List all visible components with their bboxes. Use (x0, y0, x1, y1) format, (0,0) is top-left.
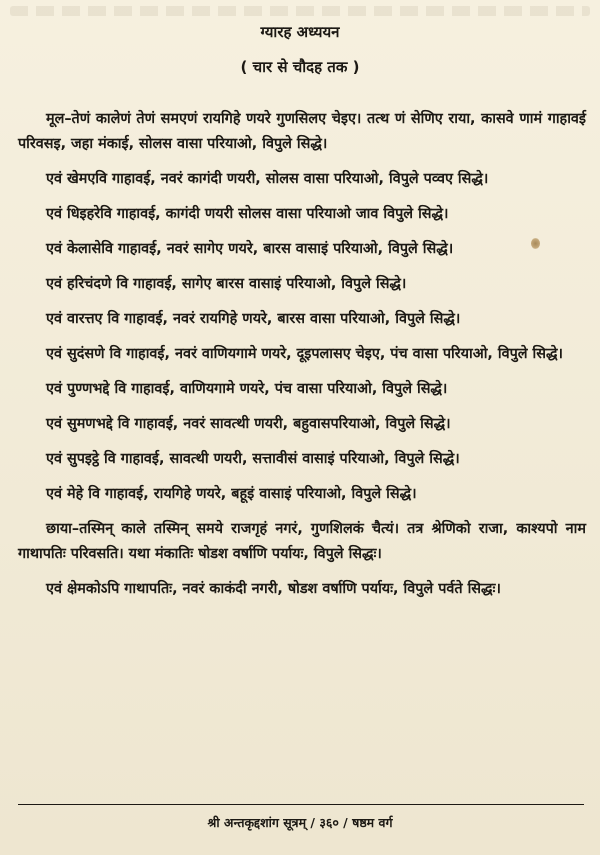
paragraph-kshemako: एवं क्षेमकोऽपि गाथापतिः, नवरं काकंदी नगरी, षोडश वर्षाणि पर्यायः, विपुले पर्वते सिद्धः। (46, 581, 501, 597)
body-text (18, 107, 586, 612)
paragraph-varattae: एवं वारत्तए वि गाहावई, नवरं रायगिहे णयरे, बारस वासा परियाओ, विपुले सिद्धे। (46, 311, 461, 327)
paragraph-sumanabhadde: एवं सुमणभद्दे वि गाहावई, नवरं सावत्थी णयरी, बहुवासपरियाओ, विपुले सिद्धे। (46, 416, 451, 432)
paragraph-chhaya: छाया–तस्मिन् काले तस्मिन् समये राजगृहं नगरं, गुणशिलकं चैत्यं। तत्र श्रेणिको राजा, काश्यपो नाम गाथापतिः परिवसति। यथा मंकातिः षोडश वर्षाणि पर्यायः, विपुले सिद्धः। (18, 521, 586, 562)
paragraph-dhiihare: एवं धिइहरेवि गाहावई, कागंदी णयरी सोलस वासा परियाओ जाव विपुले सिद्धे। (46, 206, 449, 222)
paragraph-supaitthe: एवं सुपइट्ठे वि गाहावई, सावत्थी णयरी, सत्तावीसं वासाइं परियाओ, विपुले सिद्धे। (46, 451, 460, 467)
footer-rule (18, 804, 584, 805)
paragraph-mehe: एवं मेहे वि गाहावई, रायगिहे णयरे, बहूइं वासाइं परियाओ, विपुले सिद्धे। (46, 486, 417, 502)
show-through-text (10, 6, 590, 16)
paragraph-khemae: एवं खेमएवि गाहावई, नवरं कागंदी णयरी, सोलस वासा परियाओ, विपुले पव्वए सिद्धे। (46, 171, 489, 187)
paragraph-kelase: एवं केलासेवि गाहावई, नवरं सागेए णयरे, बारस वासाइं परियाओ, विपुले सिद्धे। (46, 241, 454, 257)
chapter-title: ग्यारह अध्ययन (260, 23, 340, 41)
paper-stain (531, 238, 540, 249)
paragraph-mool: मूल–तेणं कालेणं तेणं समएणं रायगिहे णयरे गुणसिलए चेइए। तत्थ णं सेणिए राया, कासवे णामं गाहावई परिवसइ, जहा मंकाई, सोलस वासा परियाओ, विपुले सिद्धे। (18, 111, 586, 152)
paragraph-sudansane: एवं सुदंसणे वि गाहावई, नवरं वाणियगामे णयरे, दूइपलासए चेइए, पंच वासा परियाओ, विपुले सिद्धे। (46, 346, 563, 362)
paragraph-punnabhadde: एवं पुण्णभद्दे वि गाहावई, वाणियगामे णयरे, पंच वासा परियाओ, विपुले सिद्धे। (46, 381, 448, 397)
chapter-subtitle: ( चार से चौदह तक ) (240, 58, 360, 76)
page-footer: श्री अन्तकृद्दशांग सूत्रम् / ३६० / षष्ठम वर्ग (207, 815, 393, 830)
paragraph-harichandane: एवं हरिचंदणे वि गाहावई, सागेए बारस वासाइं परियाओ, विपुले सिद्धे। (46, 276, 407, 292)
